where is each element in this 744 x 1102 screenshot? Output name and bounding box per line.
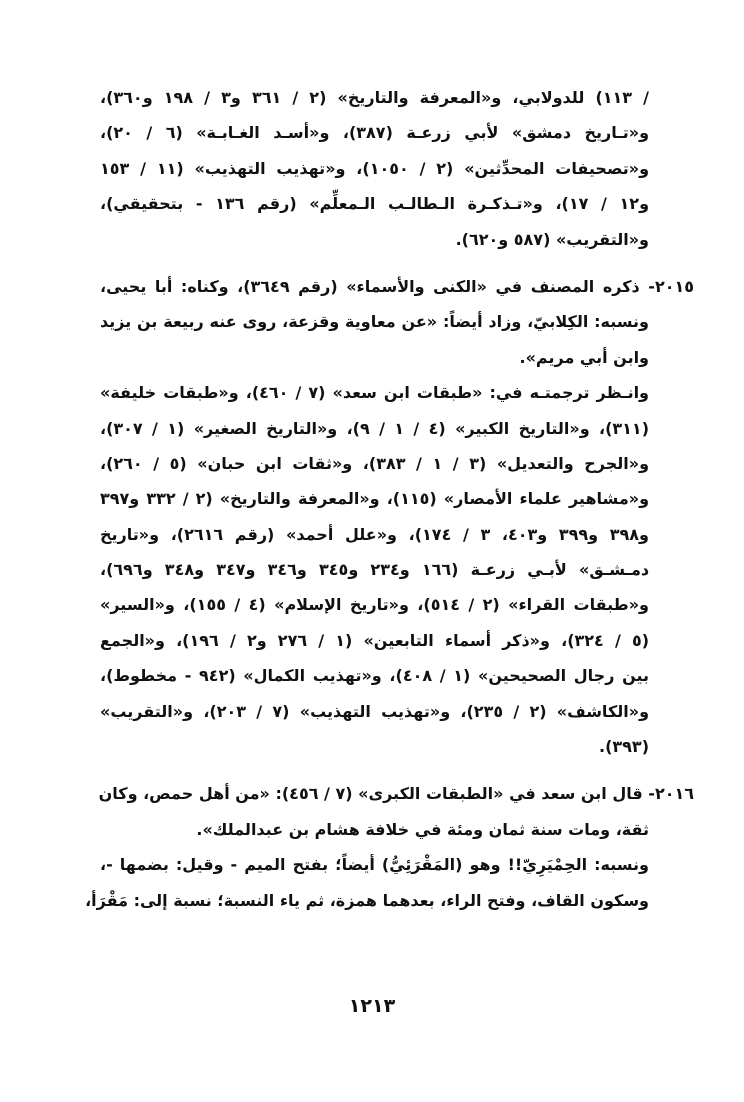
entry-first-line: ٢٠١٥- ذكره المصنف في «الكنى والأسماء» (رقم ٣٦٤٩)، وكناه: أبا يحيى، xyxy=(100,276,695,296)
text-line: و«الجرح والتعديل» (٣ / ١ / ٣٨٣)، و«ثقات ابن حبان» (٥ / ٢٦٠)، xyxy=(100,453,650,473)
entry-first-line: ٢٠١٦- قال ابن سعد في «الطبقات الكبرى» (٧ / ٤٥٦): «من أهل حمص، وكان xyxy=(98,784,694,804)
text-line: و«تـاريخ دمشق» لأبي زرعـة (٣٨٧)، و«أسـد الغـابـة» (٦ / ٢٠)، xyxy=(100,123,650,143)
text-line: و١٢ / ١٧)، و«تـذكـرة الـطالـب الـمعلِّم» (رقم ١٣٦ - بتحقيقي)، xyxy=(100,194,650,214)
text-line: و«مشاهير علماء الأمصار» (١١٥)، و«المعرفة والتاريخ» (٢ / ٣٣٢ و٣٩٧ xyxy=(100,489,650,509)
page-number: ١٢١٣ xyxy=(348,995,396,1017)
footnote-entry-2015 xyxy=(100,269,695,764)
text-line: و٣٩٨ و٣٩٩ و٤٠٣، ٣ / ١٧٤)، و«علل أحمد» (رقم ٢٦١٦)، و«تاريخ xyxy=(100,524,649,544)
text-line: ونسبه: الكِلابيّ، وزاد أيضاً: «عن معاوية وقزعة، روى عنه ربيعة بن يزيد xyxy=(100,312,649,332)
text-line: و«طبقات القراء» (٢ / ٥١٤)، و«تاريخ الإسلام» (٤ / ١٥٥)، و«السير» xyxy=(100,595,649,615)
entry-first-text: قال ابن سعد في «الطبقات الكبرى» (٧ / ٤٥٦): «من أهل حمص، وكان xyxy=(98,784,643,804)
text-line: ثقة، ومات سنة ثمان ومئة في خلافة هشام بن عبدالملك». xyxy=(196,819,649,839)
text-line: وابن أبي مريم». xyxy=(519,347,649,367)
text-line: بين رجال الصحيحين» (١ / ٤٠٨)، و«تهذيب الكمال» (٩٤٢ - مخطوط)، xyxy=(100,666,650,686)
footnote-continuation xyxy=(100,80,649,257)
text-line: و«الكاشف» (٢ / ٢٣٥)، و«تهذيب التهذيب» (٧ / ٢٠٣)، و«التقريب» xyxy=(100,701,650,721)
entry-number: ٢٠١٦ xyxy=(654,784,694,804)
text-line: وسكون القاف، وفتح الراء، بعدهما همزة، ثم ياء النسبة؛ نسبة إلى: مَقْرَأ، xyxy=(85,890,649,910)
entry-number: ٢٠١٥ xyxy=(654,276,695,296)
text-line: / ١١٣) للدولابي، و«المعرفة والتاريخ» (٢ / ٣٦١ و٣ / ١٩٨ و٣٦٠)، xyxy=(100,88,650,107)
footnote-entry-2016 xyxy=(85,776,694,918)
text-line: و«التقريب» (٥٨٧ و٦٢٠). xyxy=(455,229,649,249)
text-line: دمـشـق» لأبـي زرعـة (١٦٦ و٢٣٤ و٣٤٥ و٣٤٦ و٣٤٧ و٣٤٨ و٦٩٦)، xyxy=(100,560,650,580)
text-line: وانـظر ترجمتـه في: «طبقات ابن سعد» (٧ / ٤٦٠)، و«طبقات خليفة» xyxy=(100,383,649,403)
text-line: (٥ / ٣٢٤)، و«ذكر أسماء التابعين» (١ / ٢٧٦ و٢ / ١٩٦)، و«الجمع xyxy=(100,630,650,650)
text-line: (٣١١)، و«التاريخ الكبير» (٤ / ١ / ٩)، و«التاريخ الصغير» (١ / ٣٠٧)، xyxy=(100,418,649,438)
entry-first-text: ذكره المصنف في «الكنى والأسماء» (رقم ٣٦٤٩)، وكناه: أبا يحيى، xyxy=(100,276,640,296)
text-line: ونسبه: الحِمْيَرِيّ!! وهو (المَقْرَئِيُّ) أيضاً؛ بفتح الميم - وقيل: بضمها -، xyxy=(100,855,649,875)
text-line: (٣٩٣). xyxy=(599,737,649,757)
text-line: و«تصحيفات المحدِّثين» (٢ / ١٠٥٠)، و«تهذيب التهذيب» (١١ / ١٥٣ xyxy=(100,158,650,178)
